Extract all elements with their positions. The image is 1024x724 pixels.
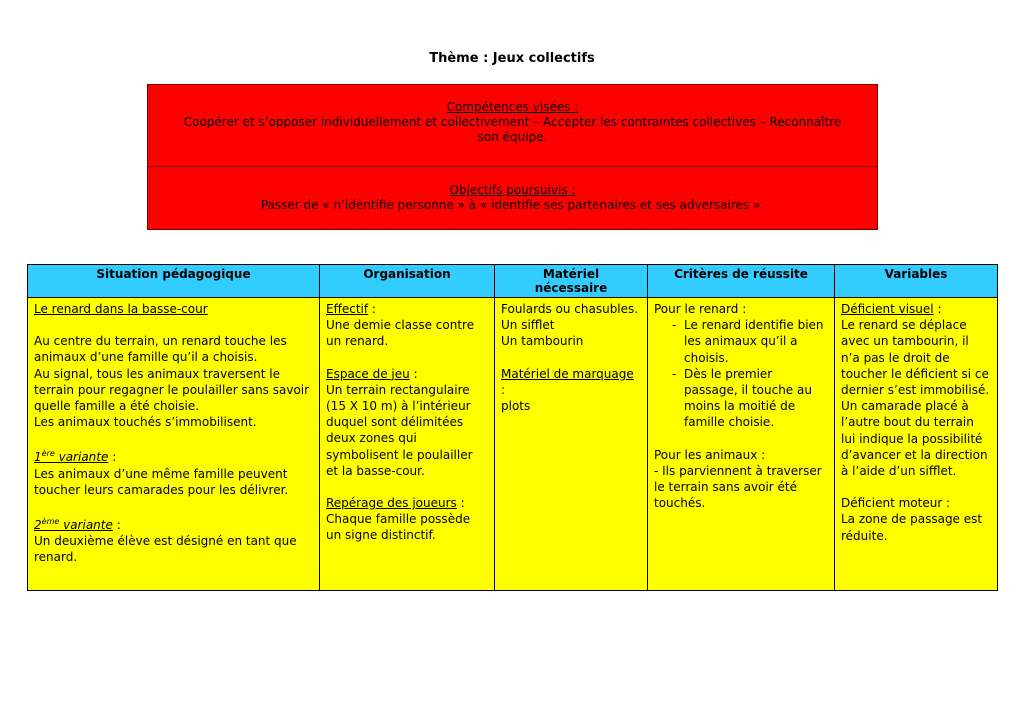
espace-heading	[326, 366, 488, 382]
espace-text: Un terrain rectangulaire (15 X 10 m) à l’intérieur duquel sont délimitées deux zones qui symbolisent le poulailler et la basse-cour.	[326, 382, 473, 478]
page-title: Thème : Jeux collectifs	[429, 51, 595, 66]
visuel-label: Déficient visuel	[841, 302, 934, 316]
renard-criteria-title: Pour le renard :	[654, 302, 747, 316]
objectifs-heading: Objectifs poursuivis :	[449, 183, 576, 197]
cell-situation	[28, 298, 320, 590]
visuel-heading	[841, 301, 991, 317]
dash-1: -	[672, 318, 677, 333]
variante-1-number: 1	[34, 450, 42, 465]
renard-criterion-2	[654, 366, 828, 431]
materiel-line-1: Foulards ou chasubles.	[501, 302, 639, 316]
renard-criterion-1	[654, 317, 828, 366]
dash-2: -	[672, 366, 677, 381]
marquage-heading	[501, 366, 641, 398]
visuel-text: Le renard se déplace avec un tambourin, il n’a pas le droit de toucher le déficient si ce dernier s’est immobilisé.	[841, 318, 990, 398]
reperage-heading	[326, 495, 488, 511]
competences-objectifs-box	[147, 84, 878, 230]
espace-colon: :	[409, 366, 418, 381]
competences-section	[148, 100, 877, 145]
reperage-label: Repérage des joueurs	[326, 496, 457, 511]
header-organisation: Organisation	[320, 265, 495, 298]
marquage-label: Matériel de marquage	[501, 366, 634, 381]
variante-2-number: 2	[34, 518, 42, 533]
variante-1-colon: :	[108, 450, 117, 465]
situation-paragraph-2: Au signal, tous les animaux traversent le terrain pour regagner le poulailler sans savoir quelle famille a été choisie.	[34, 366, 310, 414]
effectif-label: Effectif	[326, 302, 369, 316]
red-box-divider	[148, 166, 877, 167]
cell-materiel	[495, 298, 648, 590]
variante-1-superscript: ère	[41, 449, 55, 459]
moteur-text: La zone de passage est réduite.	[841, 512, 983, 543]
materiel-line-2: Un sifflet	[501, 318, 555, 333]
materiel-line-3: Un tambourin	[501, 334, 584, 349]
marquage-text: plots	[501, 399, 531, 414]
objectifs-text: Passer de « n’identifie personne » à « identifie ses partenaires et ses adversaires ».	[260, 198, 765, 212]
visuel-colon: :	[933, 302, 942, 316]
situation-paragraph-1: Au centre du terrain, un renard touche les animaux d’une famille qu’il a choisis.	[34, 334, 287, 365]
competences-heading: Compétences visées :	[446, 100, 579, 114]
reperage-colon: :	[456, 496, 465, 511]
variante-2-superscript: ème	[41, 517, 60, 527]
moteur-heading: Déficient moteur :	[841, 496, 951, 511]
variante-1-label: variante	[54, 450, 109, 465]
competences-text: Coopérer et s’opposer individuellement et collectivement – Accepter les contraintes collectives – Reconnaître son équipe.	[183, 115, 842, 144]
header-criteres: Critères de réussite	[648, 265, 835, 298]
variante-2-colon: :	[112, 518, 121, 533]
renard-criterion-1-text: Le renard identifie bien les animaux qu’il a choisis.	[684, 318, 824, 365]
cell-criteres	[648, 298, 835, 590]
animaux-criteria-title: Pour les animaux :	[654, 447, 766, 462]
espace-label: Espace de jeu	[326, 366, 410, 381]
animaux-criteria-text: - Ils parviennent à traverser le terrain sans avoir été touchés.	[654, 463, 822, 511]
variante-2-text: Un deuxième élève est désigné en tant que renard.	[34, 534, 297, 565]
variante-1-text: Les animaux d’une même famille peuvent toucher leurs camarades pour les délivrer.	[34, 466, 289, 497]
situation-paragraph-3: Les animaux touchés s’immobilisent.	[34, 415, 257, 430]
reperage-text: Chaque famille possède un signe distinctif.	[326, 512, 471, 543]
variante-2-heading	[34, 514, 313, 533]
cell-variables	[835, 298, 997, 590]
header-variables: Variables	[835, 265, 997, 298]
header-materiel: Matériel nécessaire	[495, 265, 648, 298]
effectif-colon: :	[368, 302, 376, 316]
visuel-text-2: Un camarade placé à l’autre bout du terrain lui indique la possibilité d’avancer et la direction à l’aide d’un sifflet.	[841, 399, 988, 479]
renard-criterion-2-text: Dès le premier passage, il touche au moins la moitié de famille choisie.	[684, 366, 812, 430]
header-situation: Situation pédagogique	[28, 265, 320, 298]
effectif-heading	[326, 301, 488, 317]
marquage-colon: :	[501, 382, 506, 397]
cell-organisation	[320, 298, 495, 590]
activity-table	[27, 264, 998, 591]
effectif-text: Une demie classe contre un renard.	[326, 318, 475, 349]
variante-1-heading	[34, 446, 313, 465]
objectifs-section	[148, 183, 877, 213]
situation-title: Le renard dans la basse-cour	[34, 302, 208, 316]
variante-2-label: variante	[59, 518, 113, 533]
